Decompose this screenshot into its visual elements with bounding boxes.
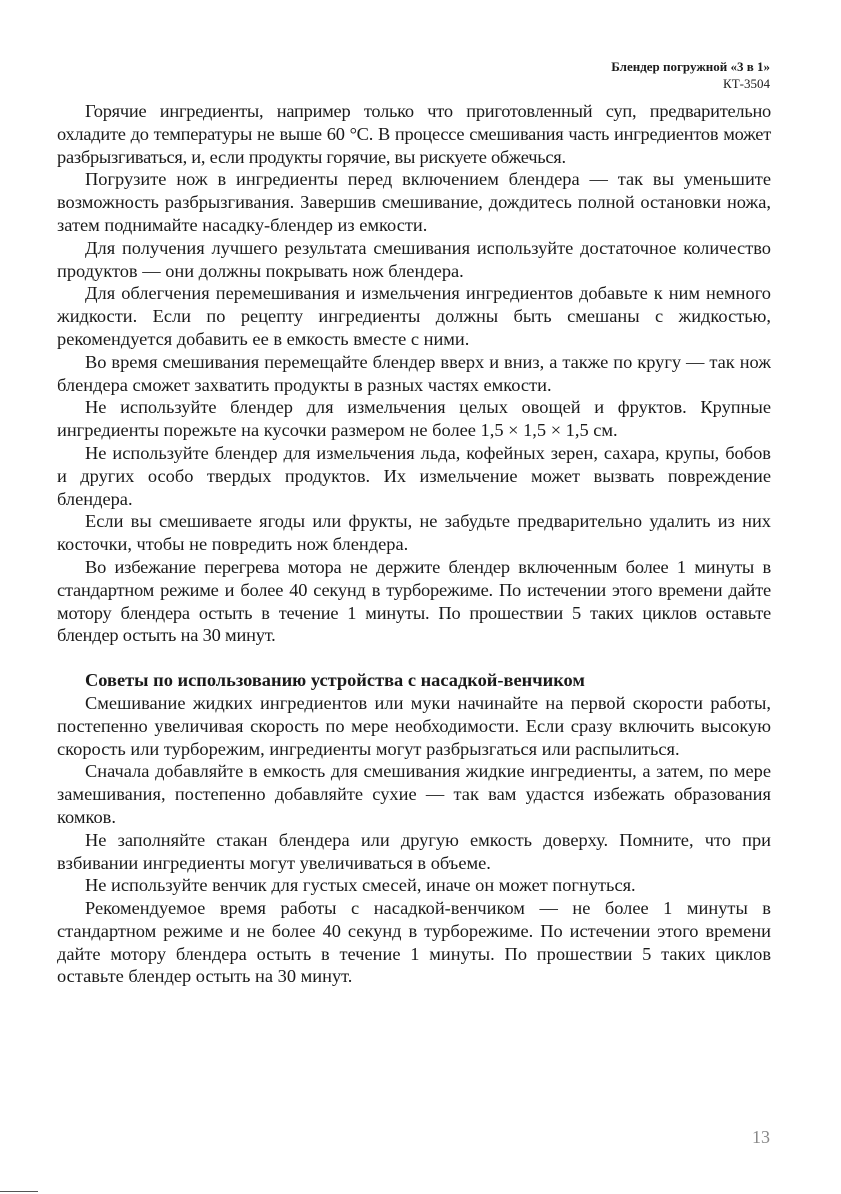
paragraph: Не используйте блендер для измельчения целых овощей и фруктов. Крупные ингредиенты порежьте на кусочки размером не более 1,5 × 1,5 × 1,5 см. <box>57 397 771 441</box>
section-heading: Советы по использованию устройства с насадкой-венчиком <box>85 670 585 691</box>
page-header <box>611 58 770 92</box>
paragraph: Смешивание жидких ингредиентов или муки начинайте на первой скорости работы, постепенно увеличивая скорость по мере необходимости. Если сразу включить высокую скорость или турборежим, ингредиенты могут разбрызгаться или распылиться. <box>57 692 771 759</box>
product-title: Блендер погружной «3 в 1» <box>611 59 770 74</box>
paragraph: Во время смешивания перемещайте блендер вверх и вниз, а также по кругу — так нож блендера сможет захватить продукты в разных частях емкости. <box>57 351 771 395</box>
paragraph: Рекомендуемое время работы с насадкой-венчиком — не более 1 минуты в стандартном режиме и не более 40 секунд в турборежиме. По истечении этого времени дайте мотору блендера остыть в течение 1 минуты. По прошествии 5 таких циклов оставьте блендер остыть на 30 минут. <box>57 898 771 987</box>
paragraph: Для облегчения перемешивания и измельчения ингредиентов добавьте к ним немного жидкости. Если по рецепту ингредиенты должны быть смешаны с жидкостью, рекомендуется добавить ее в емкость вместе с ними. <box>57 283 771 349</box>
paragraph: Сначала добавляйте в емкость для смешивания жидкие ингредиенты, а затем, по мере замешивания, постепенно добавляйте сухие — так вам удастся избежать образования комков. <box>57 761 771 827</box>
paragraph: Погрузите нож в ингредиенты перед включением блендера — так вы уменьшите возможность разбрызгивания. Завершив смешивание, дождитесь полной остановки ножа, затем поднимайте насадку-блендер из емкости. <box>57 169 771 235</box>
page-number: 13 <box>752 1127 770 1147</box>
crop-mark <box>0 1191 38 1192</box>
paragraph: Для получения лучшего результата смешивания используйте достаточное количество продуктов — они должны покрывать нож блендера. <box>57 237 771 281</box>
section-spacer <box>57 647 771 669</box>
paragraph: Горячие ингредиенты, например только что приготовленный суп, предварительно охладите до температуры не выше 60 °С. В процессе смешивания часть ингредиентов может разбрызгиваться, и, если продукты горячие, вы рискуете обжечься. <box>57 101 771 167</box>
product-model: КТ-3504 <box>723 76 770 91</box>
paragraph: Не используйте венчик для густых смесей, иначе он может погнуться. <box>85 875 636 896</box>
page-body <box>57 100 771 988</box>
paragraph: Если вы смешиваете ягоды или фрукты, не забудьте предварительно удалить из них косточки, чтобы не повредить нож блендера. <box>57 511 771 555</box>
paragraph: Не используйте блендер для измельчения льда, кофейных зерен, сахара, крупы, бобов и других особо твердых продуктов. Их измельчение может вызвать повреждение блендера. <box>57 442 771 509</box>
paragraph: Во избежание перегрева мотора не держите блендер включенным более 1 минуты в стандартном режиме и более 40 секунд в турборежиме. По истечении этого времени дайте мотору блендера остыть в течение 1 минуты. По прошествии 5 таких циклов оставьте блендер остыть на 30 минут. <box>57 556 771 646</box>
paragraph: Не заполняйте стакан блендера или другую емкость доверху. Помните, что при взбивании ингредиенты могут увеличиваться в объеме. <box>57 829 771 873</box>
